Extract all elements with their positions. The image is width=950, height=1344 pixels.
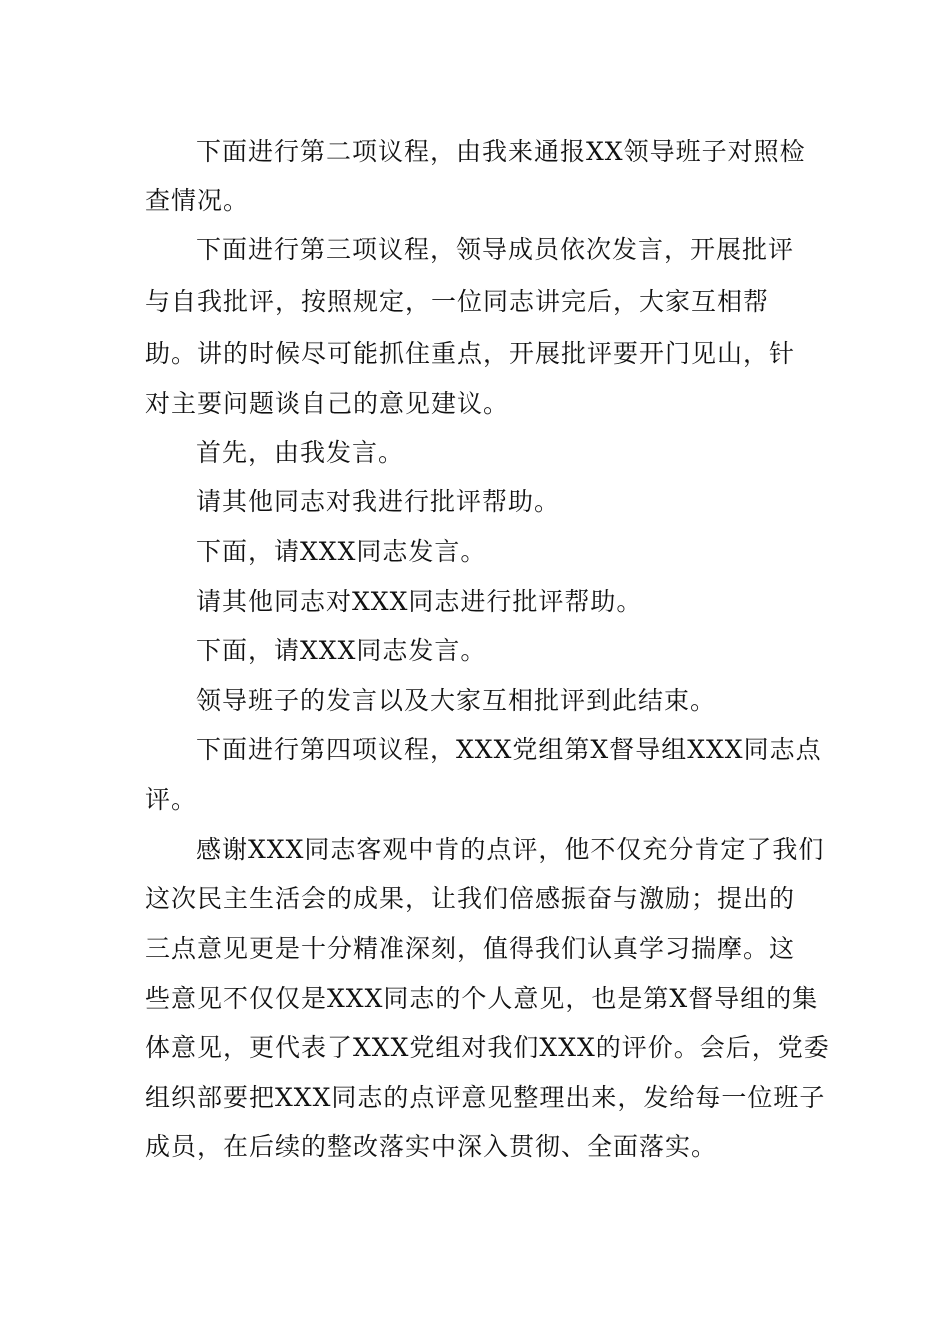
text-line: 下面进行第四项议程，XXX党组第X督导组XXX同志点 — [196, 735, 822, 764]
text-line: 领导班子的发言以及大家互相批评到此结束。 — [196, 686, 717, 715]
text-line: 下面进行第二项议程，由我来通报XX领导班子对照检 — [196, 137, 806, 166]
text-line: 这次民主生活会的成果，让我们倍感振奋与激励；提出的 — [145, 884, 796, 913]
text-line: 助。讲的时候尽可能抓住重点，开展批评要开门见山，针 — [145, 339, 796, 368]
text-line: 组织部要把XXX同志的点评意见整理出来，发给每一位班子 — [145, 1083, 826, 1112]
text-line: 查情况。 — [145, 186, 250, 215]
text-line: 下面进行第三项议程，领导成员依次发言，开展批评 — [196, 235, 795, 264]
text-line: 对主要问题谈自己的意见建议。 — [145, 389, 510, 418]
text-line: 首先，由我发言。 — [196, 438, 405, 467]
text-line: 感谢XXX同志客观中肯的点评，他不仅充分肯定了我们 — [196, 835, 825, 864]
text-line: 下面，请XXX同志发言。 — [196, 636, 487, 665]
text-line: 些意见不仅仅是XXX同志的个人意见，也是第X督导组的集 — [145, 984, 819, 1013]
text-line: 成员，在后续的整改落实中深入贯彻、全面落实。 — [145, 1132, 718, 1161]
text-line: 评。 — [145, 785, 198, 814]
text-line: 体意见，更代表了XXX党组对我们XXX的评价。会后，党委 — [145, 1033, 830, 1062]
text-line: 请其他同志对XXX同志进行批评帮助。 — [196, 587, 643, 616]
text-line: 三点意见更是十分精准深刻，值得我们认真学习揣摩。这 — [145, 934, 796, 963]
text-line: 与自我批评，按照规定，一位同志讲完后，大家互相帮 — [145, 287, 770, 316]
text-line: 请其他同志对我进行批评帮助。 — [196, 487, 561, 516]
text-line: 下面，请XXX同志发言。 — [196, 537, 487, 566]
